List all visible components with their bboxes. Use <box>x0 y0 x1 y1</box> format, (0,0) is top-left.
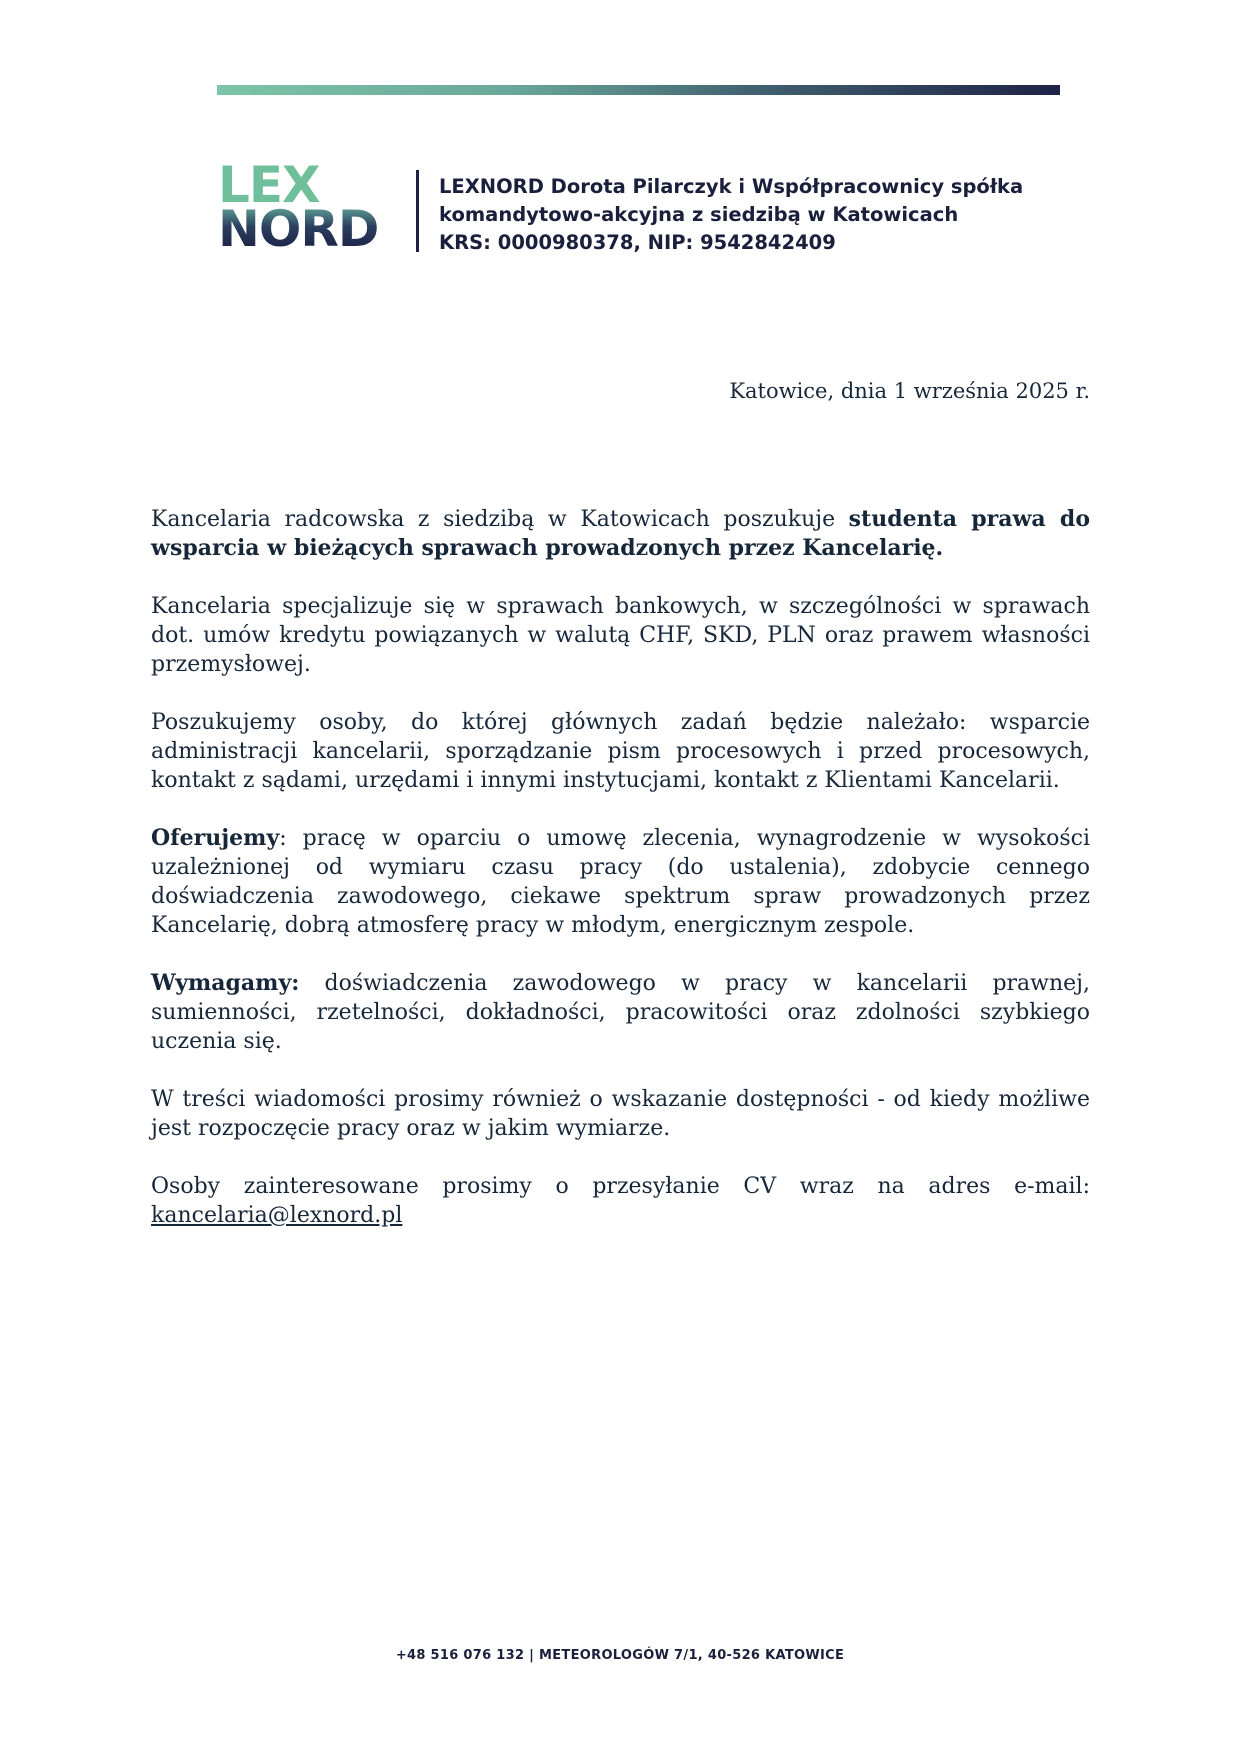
company-seat-line: komandytowo-akcyjna z siedzibą w Katowicach <box>439 203 959 226</box>
availability-paragraph: W treści wiadomości prosimy również o wskazanie dostępności - od kiedy możliwe jest rozpoczęcie pracy oraz w jakim wymiarze. <box>151 1087 1090 1141</box>
offer-text: : pracę w oparciu o umowę zlecenia, wynagrodzenie w wysokości uzależnionej od wymiaru czasu pracy (do ustalenia), zdobycie cennego doświadczenia zawodowego, ciekawe spektrum spraw prowadzonych przez Kancelarię, dobrą atmosferę pracy w młodym, energicznym zespole. <box>151 826 1090 938</box>
company-registry-line: KRS: 0000980378, NIP: 9542842409 <box>439 231 836 254</box>
application-text: Osoby zainteresowane prosimy o przesyłanie CV wraz na adres e-mail: <box>151 1174 1090 1199</box>
duties-paragraph: Poszukujemy osoby, do której głównych zadań będzie należało: wsparcie administracji kancelarii, sporządzanie pism procesowych i przed procesowych, kontakt z sądami, urzędami i innymi instytucjami, kontakt z Klientami Kancelarii. <box>151 710 1090 793</box>
requirements-text: doświadczenia zawodowego w pracy w kancelarii prawnej, sumienności, rzetelności, dokładności, pracowitości oraz zdolności szybkiego uczenia się. <box>151 971 1090 1054</box>
footer-contact: +48 516 076 132 | METEOROLOGÓW 7/1, 40-526 KATOWICE <box>395 1648 845 1663</box>
company-name-line: LEXNORD Dorota Pilarczyk i Współpracownicy spółka <box>439 175 1024 198</box>
logo-line-bottom: NORD <box>218 207 396 251</box>
intro-text: Kancelaria radcowska z siedzibą w Katowicach poszukuje <box>151 507 849 532</box>
specialization-paragraph: Kancelaria specjalizuje się w sprawach bankowych, w szczególności w sprawach dot. umów kredytu powiązanych w walutą CHF, SKD, PLN oraz prawem własności przemysłowej. <box>151 594 1090 677</box>
application-paragraph <box>151 1172 1090 1230</box>
letter-body <box>151 505 1090 1259</box>
header-divider <box>416 170 419 252</box>
header-gradient-bar <box>217 85 1060 95</box>
intro-position: studenta prawa do wsparcia w bieżących sprawach prowadzonych przez Kancelarię. <box>151 506 1090 561</box>
requirements-paragraph <box>151 969 1090 1056</box>
logo-line-top: LEX <box>218 163 320 207</box>
requirements-heading: Wymagamy: <box>151 970 300 996</box>
lexnord-logo <box>218 163 396 258</box>
company-info <box>439 173 1024 257</box>
intro-paragraph <box>151 505 1090 563</box>
offer-heading: Oferujemy <box>151 825 280 851</box>
letter-date: Katowice, dnia 1 września 2025 r. <box>729 379 1090 403</box>
offer-paragraph <box>151 824 1090 940</box>
email-link[interactable]: kancelaria@lexnord.pl <box>151 1203 403 1228</box>
